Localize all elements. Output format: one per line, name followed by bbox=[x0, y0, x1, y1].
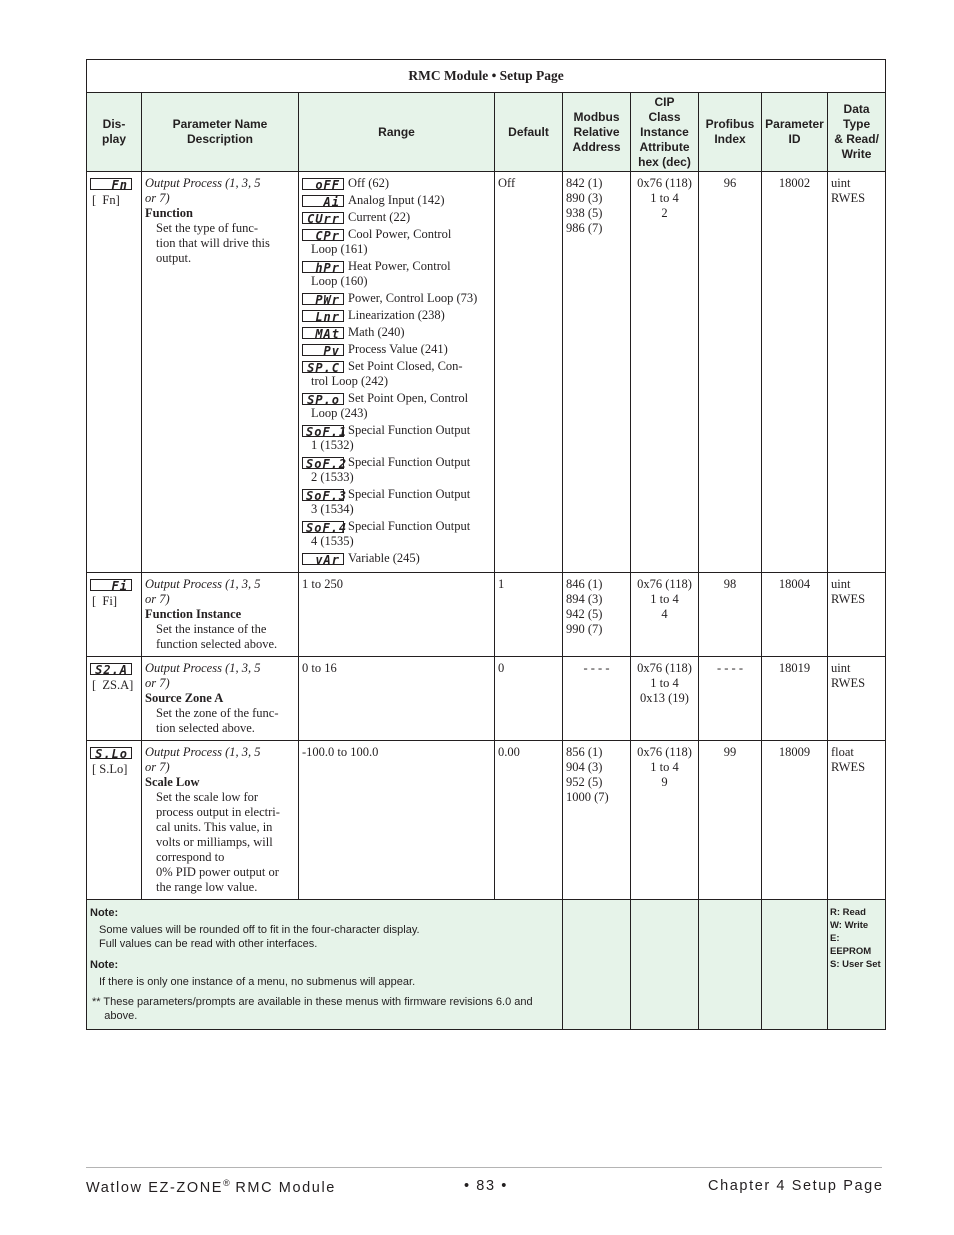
note3-text: ** These parameters/prompts are available in these menus with firmware revisions 6.0 and above. bbox=[92, 996, 533, 1022]
notes-blank-modbus bbox=[563, 900, 631, 1030]
range-cell bbox=[299, 657, 495, 741]
parameter-id-cell: 18009 bbox=[762, 741, 828, 900]
parameter-description: Set the scale low for process output in electri- cal units. This value, in volts or milliamps, will correspond to 0% PID power output or the range low value. bbox=[156, 790, 280, 894]
range-option bbox=[302, 519, 491, 549]
legend-write: W: Write bbox=[830, 920, 869, 931]
parameter-name: Source Zone A bbox=[145, 691, 224, 705]
parameter-name-cell bbox=[142, 741, 299, 900]
range-option-label: Set Point Open, Control bbox=[348, 391, 469, 405]
parameter-name: Function Instance bbox=[145, 607, 242, 621]
lcd-code: SoF.3 bbox=[302, 489, 344, 501]
note2-text: If there is only one instance of a menu, no submenus will appear. bbox=[99, 976, 416, 988]
default-cell: Off bbox=[495, 172, 563, 573]
range-option-label: Off (62) bbox=[348, 176, 390, 190]
range-option-label: Current (22) bbox=[348, 210, 411, 224]
notes-blank-profibus bbox=[699, 900, 762, 1030]
lcd-prompt: Fn bbox=[90, 178, 132, 190]
parameter-description: Set the zone of the func- tion selected above. bbox=[156, 706, 279, 735]
range-option-label: Process Value (241) bbox=[348, 342, 448, 356]
lcd-prompt: S2.A bbox=[90, 663, 132, 675]
lcd-code: vAr bbox=[302, 553, 344, 565]
profibus-cell: 98 bbox=[699, 573, 762, 657]
range-option-label: Special Function Output bbox=[348, 455, 471, 469]
lcd-prompt: Fi bbox=[90, 579, 132, 591]
lcd-code: Ai bbox=[302, 195, 344, 207]
lcd-code: CPr bbox=[302, 229, 344, 241]
legend-read: R: Read bbox=[830, 907, 866, 918]
header-parameter-id: Parameter ID bbox=[762, 93, 828, 172]
parameter-table bbox=[86, 59, 886, 1030]
footer-product bbox=[86, 1178, 336, 1196]
range-option bbox=[302, 227, 491, 257]
range-option-label-cont: Loop (243) bbox=[311, 406, 368, 420]
display-cell bbox=[87, 657, 142, 741]
lcd-prompt: S.Lo bbox=[90, 747, 132, 759]
lcd-code: SoF.2 bbox=[302, 457, 344, 469]
table-row bbox=[87, 172, 886, 573]
profibus-cell: - - - - bbox=[699, 657, 762, 741]
range-option bbox=[302, 551, 491, 566]
range-option-label-cont: Loop (160) bbox=[311, 274, 368, 288]
range-option-label: Variable (245) bbox=[348, 551, 420, 565]
footer-chapter: Chapter 4 Setup Page bbox=[708, 1178, 884, 1194]
prompt-code: [ S.Lo] bbox=[92, 762, 128, 776]
modbus-cell: 856 (1) 904 (3) 952 (5) 1000 (7) bbox=[563, 741, 631, 900]
range-text: 1 to 250 bbox=[302, 577, 343, 591]
range-option-label: Cool Power, Control bbox=[348, 227, 452, 241]
range-option-label: Set Point Closed, Con- bbox=[348, 359, 463, 373]
table-row bbox=[87, 657, 886, 741]
parameter-name: Scale Low bbox=[145, 775, 200, 789]
display-cell bbox=[87, 573, 142, 657]
lcd-code: MAt bbox=[302, 327, 344, 339]
prompt-code: [ Fn] bbox=[92, 193, 120, 207]
parameter-description: Set the type of func- tion that will drive this output. bbox=[156, 221, 270, 265]
range-option-label: Power, Control Loop (73) bbox=[348, 291, 478, 305]
data-type-cell: uint RWES bbox=[828, 657, 886, 741]
parameter-name-cell bbox=[142, 657, 299, 741]
range-option bbox=[302, 359, 491, 389]
lcd-code: SP.C bbox=[302, 361, 344, 373]
cip-cell: 0x76 (118) 1 to 4 0x13 (19) bbox=[631, 657, 699, 741]
notes-row bbox=[87, 900, 886, 1030]
header-cip: CIP Class Instance Attribute hex (dec) bbox=[631, 93, 699, 172]
setup-page-document bbox=[86, 59, 885, 1030]
range-option-label: Special Function Output bbox=[348, 519, 471, 533]
footer-brand: Watlow EZ-ZONE bbox=[86, 1179, 224, 1196]
profibus-cell: 96 bbox=[699, 172, 762, 573]
parameter-name-cell bbox=[142, 573, 299, 657]
lcd-code: Pv bbox=[302, 344, 344, 356]
page-footer bbox=[86, 1167, 884, 1196]
range-cell bbox=[299, 741, 495, 900]
cip-cell: 0x76 (118) 1 to 4 9 bbox=[631, 741, 699, 900]
range-text: 0 to 16 bbox=[302, 661, 337, 675]
applies-to: Output Process (1, 3, 5 or 7) bbox=[145, 577, 261, 606]
header-parameter-name: Parameter Name Description bbox=[142, 93, 299, 172]
range-option-label: Special Function Output bbox=[348, 487, 471, 501]
range-option-label: Special Function Output bbox=[348, 423, 471, 437]
range-option-label-cont: 3 (1534) bbox=[311, 502, 354, 516]
range-option-label-cont: Loop (161) bbox=[311, 242, 368, 256]
parameter-name: Function bbox=[145, 206, 193, 220]
range-text: -100.0 to 100.0 bbox=[302, 745, 379, 759]
range-option bbox=[302, 423, 491, 453]
header-modbus: Modbus Relative Address bbox=[563, 93, 631, 172]
parameter-id-cell: 18004 bbox=[762, 573, 828, 657]
lcd-code: hPr bbox=[302, 261, 344, 273]
header-display: Dis- play bbox=[87, 93, 142, 172]
lcd-code: oFF bbox=[302, 178, 344, 190]
lcd-code: PWr bbox=[302, 293, 344, 305]
cip-cell: 0x76 (118) 1 to 4 2 bbox=[631, 172, 699, 573]
modbus-cell: - - - - bbox=[563, 657, 631, 741]
notes-cell bbox=[87, 900, 563, 1030]
applies-to: Output Process (1, 3, 5 or 7) bbox=[145, 661, 261, 690]
range-option bbox=[302, 487, 491, 517]
parameter-id-cell: 18002 bbox=[762, 172, 828, 573]
range-option bbox=[302, 325, 491, 340]
range-option bbox=[302, 342, 491, 357]
range-option-label-cont: 4 (1535) bbox=[311, 534, 354, 548]
footer-product-name: RMC Module bbox=[229, 1179, 336, 1196]
header-range: Range bbox=[299, 93, 495, 172]
parameter-id-cell: 18019 bbox=[762, 657, 828, 741]
table-row bbox=[87, 573, 886, 657]
data-type-cell: float RWES bbox=[828, 741, 886, 900]
range-option bbox=[302, 210, 491, 225]
table-row bbox=[87, 741, 886, 900]
note1-label: Note: bbox=[90, 907, 119, 919]
lcd-code: SP.o bbox=[302, 393, 344, 405]
profibus-cell: 99 bbox=[699, 741, 762, 900]
lcd-code: Lnr bbox=[302, 310, 344, 322]
prompt-code: [ ZS.A] bbox=[92, 678, 134, 692]
header-profibus: Profibus Index bbox=[699, 93, 762, 172]
display-cell bbox=[87, 172, 142, 573]
prompt-code: [ Fi] bbox=[92, 594, 117, 608]
notes-blank-cip bbox=[631, 900, 699, 1030]
cip-cell: 0x76 (118) 1 to 4 4 bbox=[631, 573, 699, 657]
data-type-cell: uint RWES bbox=[828, 172, 886, 573]
default-cell: 0 bbox=[495, 657, 563, 741]
range-option bbox=[302, 259, 491, 289]
range-option bbox=[302, 308, 491, 323]
applies-to: Output Process (1, 3, 5 or 7) bbox=[145, 745, 261, 774]
data-type-cell: uint RWES bbox=[828, 573, 886, 657]
range-option-label: Heat Power, Control bbox=[348, 259, 451, 273]
footer-page-number: • 83 • bbox=[464, 1178, 508, 1194]
note1-text: Some values will be rounded off to fit in the four-character display. Full values can be read with other interfaces. bbox=[99, 924, 420, 950]
range-option-label: Math (240) bbox=[348, 325, 405, 339]
range-option bbox=[302, 193, 491, 208]
notes-blank-param-id bbox=[762, 900, 828, 1030]
range-option bbox=[302, 455, 491, 485]
header-data-type: Data Type & Read/ Write bbox=[828, 93, 886, 172]
lcd-code: CUrr bbox=[302, 212, 344, 224]
lcd-code: SoF.4 bbox=[302, 521, 344, 533]
note2-label: Note: bbox=[90, 959, 119, 971]
range-cell bbox=[299, 172, 495, 573]
range-option-label: Analog Input (142) bbox=[348, 193, 445, 207]
table-title: RMC Module • Setup Page bbox=[87, 60, 886, 93]
range-option-label: Linearization (238) bbox=[348, 308, 445, 322]
modbus-cell: 842 (1) 890 (3) 938 (5) 986 (7) bbox=[563, 172, 631, 573]
applies-to: Output Process (1, 3, 5 or 7) bbox=[145, 176, 261, 205]
parameter-name-cell bbox=[142, 172, 299, 573]
range-option bbox=[302, 291, 491, 306]
range-option-label-cont: trol Loop (242) bbox=[311, 374, 389, 388]
default-cell: 0.00 bbox=[495, 741, 563, 900]
range-option-label-cont: 2 (1533) bbox=[311, 470, 354, 484]
range-option bbox=[302, 391, 491, 421]
parameter-description: Set the instance of the function selected above. bbox=[156, 622, 278, 651]
legend-user-set: S: User Set bbox=[830, 959, 881, 970]
modbus-cell: 846 (1) 894 (3) 942 (5) 990 (7) bbox=[563, 573, 631, 657]
range-option-label-cont: 1 (1532) bbox=[311, 438, 354, 452]
range-cell bbox=[299, 573, 495, 657]
lcd-code: SoF.1 bbox=[302, 425, 344, 437]
header-row bbox=[87, 93, 886, 172]
registered-mark: ® bbox=[223, 1178, 230, 1188]
header-default: Default bbox=[495, 93, 563, 172]
range-option bbox=[302, 176, 491, 191]
display-cell bbox=[87, 741, 142, 900]
default-cell: 1 bbox=[495, 573, 563, 657]
legend-eeprom: E: EEPROM bbox=[830, 933, 872, 957]
legend-cell bbox=[828, 900, 886, 1030]
